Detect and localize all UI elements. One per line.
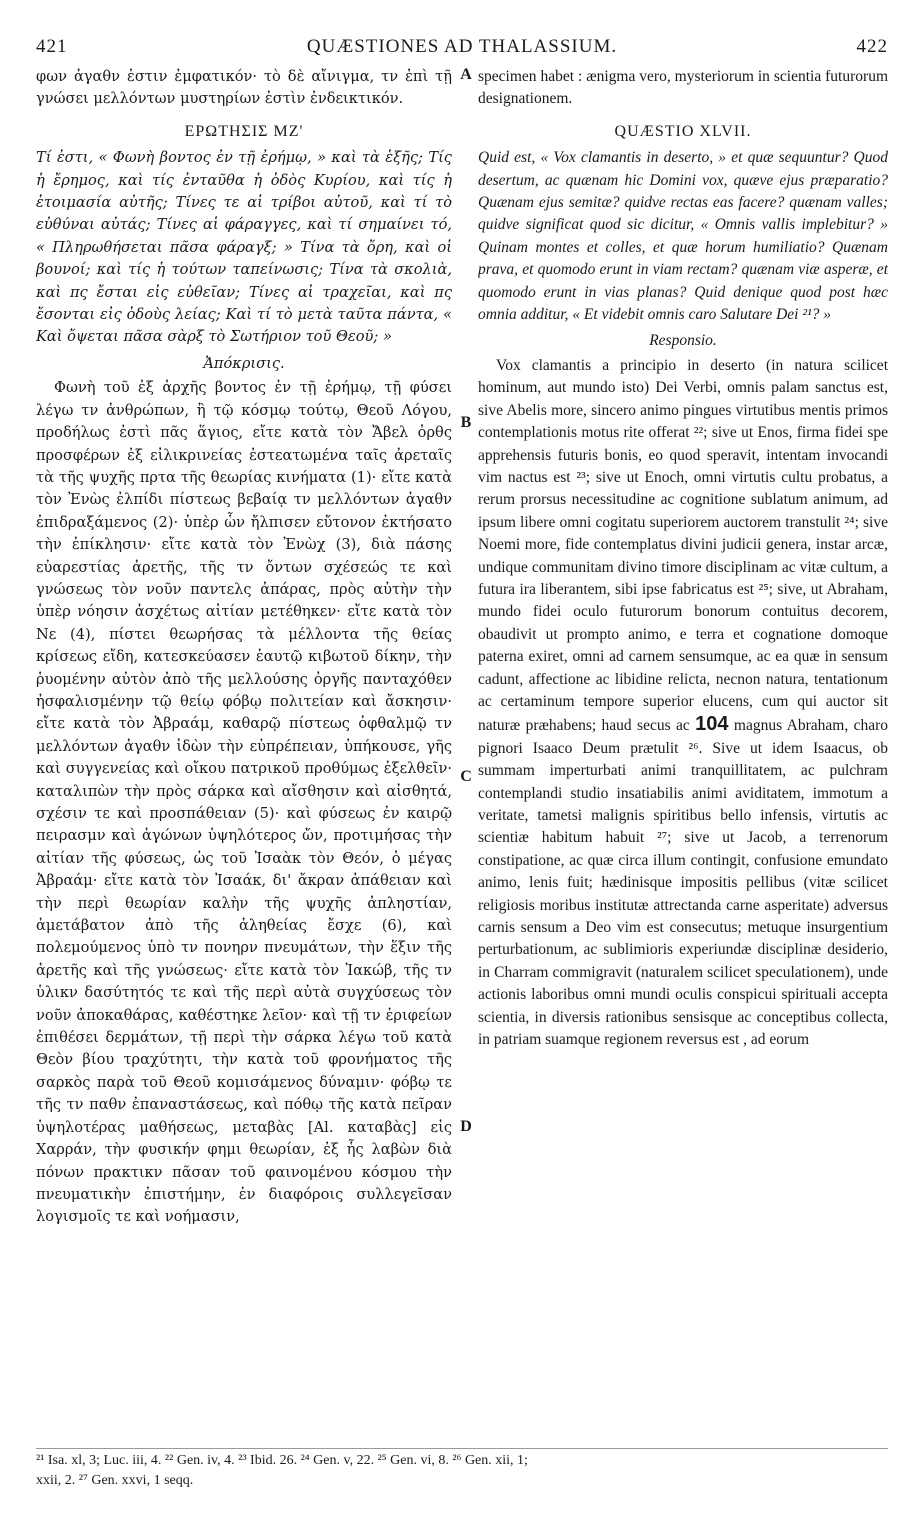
latin-answer-text <box>478 355 888 1052</box>
footnotes <box>36 1448 888 1491</box>
greek-answer-title: Ἀπόκρισις. <box>203 354 285 372</box>
greek-question-text: Τί ἐστι, « Φωνὴ βοντος ἐν τῇ ἐρήμῳ, » καὶ τὰ ἑξῆς; Τίς ἡ ἔρημος, καὶ τίς ἐνταῦθα ἡ ὁδὸς Κυρίου, καὶ τίς ἡ ἑτοιμασία αὐτῆς; Τίνες τε αἱ τρίβοι αὐτοῦ, καὶ τί τὸ εὐθύναι αὐτάς; Τίνες αἱ φάραγγες, καὶ τί σημαίνει τό, « Πληρωθήσεται πᾶσα φάραγξ; » Τίνα τὰ ὄρη, καὶ οἱ βουνοί; καὶ τίς ἡ τούτων ταπείνωσις; Τίνα τὰ σκολιὰ, καὶ πς ἔσται εἰς εὐθεῖαν; Τίνες αἱ τραχεῖαι, καὶ πς ἔσονται εἰς ὁδοὺς λείας; Καὶ τί τὸ μετὰ ταῦτα πάντα, « Καὶ ὄψεται πᾶσα σὰρξ τὸ Σωτήριον τοῦ Θεοῦ; » <box>36 149 452 346</box>
margin-letter-a: A <box>460 66 472 83</box>
latin-answer-title: Responsio. <box>649 332 717 350</box>
latin-intro: specimen habet : ænigma vero, mysteriorum in scientia futurorum designationem. <box>478 68 888 108</box>
margin-letter-d: D <box>460 1118 472 1135</box>
greek-column <box>36 66 452 1406</box>
margin-letter-c: C <box>460 768 472 785</box>
running-title: QUÆSTIONES AD THALASSIUM. <box>306 36 618 57</box>
page-header <box>36 36 888 66</box>
latin-question-heading: QUÆSTIO XLVII. <box>614 122 752 140</box>
latin-column <box>478 66 888 1406</box>
footnote-line-1: ²¹ Isa. xl, 3; Luc. iii, 4. ²² Gen. iv, 4. ²³ Ibid. 26. ²⁴ Gen. v, 22. ²⁵ Gen. vi, 8. ²⁶ Gen. xii, 1; <box>36 1453 528 1468</box>
latin-answer-part1: Vox clamantis a principio in deserto (in natura scilicet hominum, aut mundo isto) Dei Verbi, omnis palam sanctus est, sive Abelis more, sincero animo pingues virtutibus mentis primos contemplationis motus rite offerat ²²; sive ut Enos, firma fidei spe apprehensis futuris bonis, eo quod speravit, intentam invocandi vim nactus est ²³; sive ut Enoch, omni virtutis cultu probatus, a rerum prorsus necessitudine ac cognitione sublatum animum, ad ipsum libere omni cogitatu superiorem auctorem transtulit ²⁴; sive Noemi more, fide contemplatus divini judicii genera, instar arcæ, undique communitam divino timore disciplinam ac vitæ cultum, a futura ira liberantem, sibi ipse fabricatus est ²⁵; sive, ut Abraham, mundo fidei oculo futurorum bonorum contuitus decorem, obaudivit ut prompto animo, e terra et cognatione domoque paterna exiret, omni ad carnem sensumque, ac ea quæ in sensum cadunt, affectione ac libidine relicta, necnon natura, tentationum ac certaminum tempore superior elucens, cum qui auctor sit naturæ præhabens; haud secus ac <box>478 356 888 735</box>
latin-question-text: Quid est, « Vox clamantis in deserto, » et quæ sequuntur? Quod desertum, ac quænam hic Domini vox, quæve ejus præparatio? Quænam ejus semitæ? quidve rectas eas facere? quænam valles; quidve significat quod sic dicitur, « Omnis vallis implebitur? » Quinam montes et colles, et quæ horum humiliatio? Quænam prava, et quomodo erunt in viam rectam? quænam viæ asperæ, et quomodo erunt in vias planas? Quid denique quod post hæc omnia additur, « Et videbit omnis caro Salutare Dei ²¹? » <box>478 149 888 324</box>
greek-answer-text: Φωνὴ τοῦ ἐξ ἀρχῆς βοντος ἐν τῇ ἐρήμῳ, τῇ φύσει λέγω τν ἀνθρώπων, ἢ τῷ κόσμῳ τούτῳ, Θεοῦ Λόγου, προδήλως ἐστὶ πᾶς ἅγιος, εἴτε κατὰ τὸν Ἄβελ ὀρθς προσφέρων ἐξ εἰλικρινείας ἐστεατωμένα ταῖς ἀρεταῖς τὰ τῆς ψυχῆς πρτα τῆς θεωρίας κινήματα (1)· εἴτε κατὰ τὸν Ἐνὼς ἐλπίδι πίστεως βεβαίᾳ τν μελλόντων ἀγαθν ἐπιδραξάμενος (2)· ὑπὲρ ὧν ἤλπισεν εὔτονον ἐκτήσατο τὴν ἐπίκλησιν· εἴτε κατὰ τὸν Ἐνὼχ (3), διὰ πάσης εὐαρεστίας ἀρετῆς, τῆς τν ὄντων σχέσεώς τε καὶ γνώσεως τὸν νοῦν παντελς ἀπάρας, πρὸς αὐτὴν τὴν ὑπὲρ νόησιν ἀσχέτως αἰτίαν μετέθηκεν· εἴτε κατὰ τὸν Νε (4), πίστει θεωρήσας τὰ μέλλοντα τῆς θείας κρίσεως εἴδη, κατεσκεύασεν ἑαυτῷ κιβωτοῦ δίκην, τὴν ῥυομένην αὐτὸν ἀπὸ τῆς μελλούσης ὀργῆς πανταχόθεν ἠσφαλισμένην τῷ θείῳ φόβῳ πολιτείαν καὶ ἄσκησιν· εἴτε κατὰ τὸν Ἀβραάμ, καθαρῷ πίστεως ὀφθαλμῷ τν μελλόντων ἀγαθν ἰδὼν τὴν εὐπρέπειαν, ὑπήκουσε, γῆς καὶ συγγενείας καὶ οἴκου πατρικοῦ προθύμως ἐξελθεῖν· καταλιπὼν τὴν πρὸς σάρκα καὶ αἴσθησιν καὶ αἰσθητά, σχέσιν τε καὶ προσπάθειαν (5)· καὶ φύσεως ἐν καιρῷ πειρασμν καὶ ἀγώνων ὑψηλότερος ὤν, προτιμήσας τὴν αἰτίαν τῆς φύσεως, ὡς τοῦ Ἰσαὰκ τὸν Θεόν, ὁ μέγας Ἀβραάμ· εἴτε κατὰ τὸν Ἰσαάκ, δι' ἄκραν ἀπάθειαν καὶ τὴν περὶ θεωρίαν καλὴν τῆς ψυχῆς ἀπληστίαν, ἀμετάβατον ἀπὸ τῆς ἀληθείας ἔσχε (6), καὶ πολεμούμενος ὑπὸ τν πονηρν πνευμάτων, τὴν ἕξιν τῆς ἀρετῆς καὶ τῆς γνώσεως· εἴτε κατὰ τὸν Ἰακώβ, τῆς τν ὑλικν δασύτητός τε καὶ τῆς περὶ αὐτὰ συγχύσεως τὸν νοῦν ἀποκαθάρας, καθέστηκε λεῖον· καὶ τῇ τν ἐριφείων ἐπιθέσει δερμάτων, τῇ περὶ τὴν σάρκα λέγω τοῦ κατὰ Θεὸν βίου τραχύτητι, τὴν κατὰ τοῦ φρονήματος τῆς σαρκὸς παρὰ τοῦ Θεοῦ κομισάμενος δύναμιν· φόβῳ τε τῆς τν παθν ἐπαναστάσεως, καὶ πόθῳ τῆς κατὰ πεῖραν ὑψηλοτέρας μαθήσεως, μεταβὰς [Al. καταβὰς] εἰς Χαρράν, τὴν φυσικήν φημι θεωρίαν, ἐξ ἧς λαβὼν διὰ πόνων πρακτικν πᾶσαν τοῦ φαινομένου κόσμου τὴν πνευματικὴν ἐπιστήμην, ἐν διαφόροις συλλεγεῖσαν λογισμοῖς τε καὶ νοήμασιν, <box>36 379 452 1226</box>
column-marker-number: 104 <box>695 713 729 736</box>
margin-letter-b: B <box>460 414 472 431</box>
page-number-left: 421 <box>36 36 68 57</box>
latin-answer-part2: magnus Abraham, charo pignori Isaaco Deum prætulit ²⁶. Sive ut idem Isaacus, ob summam imperturbati animi tranquillitatem, ac pulchram contemplandi studio insatiabilis animi aviditatem, immotum a veritate, tametsi malignis spiritibus bello infensis, virtutis ac scientiæ habitum habuit ²⁷; sive ut Jacob, a terrenorum constipatione, ac quæ circa illum contingit, confusione emundato animo, lenis fuit; hædinisque impositis pellibus (vitæ scilicet religiosis moribus institutæ attrectanda carne asperitate) adversus carnis sensum a Deo vim est consecutus; metuque insurgentium perturbationum, ac sublimioris experiundæ disciplinæ desiderio, in Charram commigravit (naturalem scilicet speculationem), unde actionis laboribus omni mundi oculis conspicui spirituali accepta scientia, in diversis rationibus sensisque ac conceptibus collecta, in patriam suamque regionem reversus est , ad eorum <box>478 717 888 1049</box>
greek-question-heading: ΕΡΩΤΗΣΙΣ ΜΖ' <box>184 122 304 140</box>
footnote-line-2: xxii, 2. ²⁷ Gen. xxvi, 1 seqq. <box>36 1473 194 1488</box>
greek-intro: φων ἀγαθν ἐστιν ἐμφατικόν· τὸ δὲ αἴνιγμα, τν ἐπὶ τῇ γνώσει μελλόντων μυστηρίων ἐστὶν ἐνδεικτικόν. <box>36 68 452 108</box>
page-number-right: 422 <box>856 36 888 57</box>
